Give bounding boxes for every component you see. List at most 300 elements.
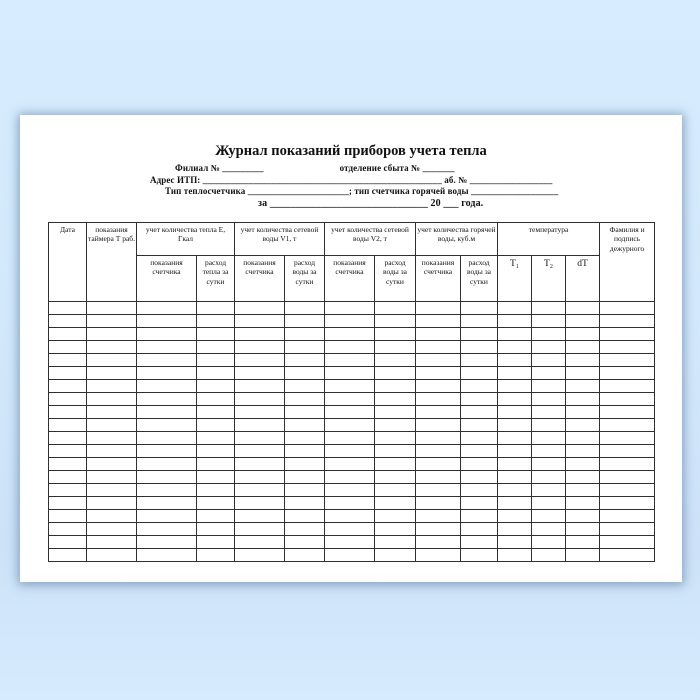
blank-cell [600,340,655,353]
blank-cell [235,470,285,483]
subcol-temperature-dt: dT [566,255,600,301]
blank-cell [461,509,498,522]
blank-cell [532,431,566,444]
blank-cell [285,496,325,509]
blank-cell [416,418,461,431]
blank-cell [325,327,375,340]
blank-cell [600,353,655,366]
blank-cell [416,301,461,314]
blank-cell [197,509,235,522]
blank-cell [600,392,655,405]
blank-cell [87,535,137,548]
blank-cell [87,496,137,509]
blank-cell [461,457,498,470]
blank-cell [137,301,197,314]
blank-cell [137,444,197,457]
blank-cell [49,483,87,496]
blank-cell [416,548,461,561]
blank-cell [375,353,416,366]
blank-cell [197,314,235,327]
subcol-heat-meter-reading: показания счетчика [137,255,197,301]
blank-cell [235,496,285,509]
blank-cell [137,522,197,535]
table-row [49,548,655,561]
blank-cell [285,522,325,535]
blank-cell [325,496,375,509]
blank-cell [600,457,655,470]
blank-cell [49,301,87,314]
blank-cell [532,483,566,496]
blank-cell [49,509,87,522]
table-row [49,496,655,509]
table-header-group-row [49,222,655,255]
blank-cell [197,483,235,496]
blank-cell [87,431,137,444]
blank-cell [600,496,655,509]
table-row [49,405,655,418]
blank-cell [325,301,375,314]
blank-cell [235,444,285,457]
blank-cell [197,522,235,535]
blank-cell [87,509,137,522]
blank-cell [600,418,655,431]
col-header-date: Дата [49,222,87,301]
blank-cell [87,483,137,496]
blank-cell [87,444,137,457]
blank-cell [197,366,235,379]
blank-cell [375,405,416,418]
blank-cell [461,418,498,431]
blank-cell [532,522,566,535]
blank-cell [197,405,235,418]
blank-cell [532,509,566,522]
table-row [49,392,655,405]
blank-cell [87,301,137,314]
blank-cell [532,340,566,353]
subcol-v1-meter-reading: показания счетчика [235,255,285,301]
blank-cell [197,444,235,457]
blank-cell [325,509,375,522]
blank-cell [325,392,375,405]
subcol-hot-water-daily-consumption: расход воды за сутки [461,255,498,301]
blank-cell [416,522,461,535]
blank-cell [285,483,325,496]
blank-cell [416,483,461,496]
blank-cell [532,405,566,418]
blank-cell [375,301,416,314]
table-row [49,431,655,444]
blank-cell [416,470,461,483]
blank-cell [461,327,498,340]
blank-cell [498,522,532,535]
blank-cell [532,379,566,392]
blank-cell [416,431,461,444]
blank-cell [285,314,325,327]
blank-cell [197,301,235,314]
blank-cell [197,392,235,405]
blank-cell [600,483,655,496]
blank-cell [566,379,600,392]
blank-cell [235,327,285,340]
subcol-v1-daily-consumption: расход воды за сутки [285,255,325,301]
blank-cell [235,353,285,366]
blank-cell [285,509,325,522]
blank-cell [375,496,416,509]
blank-cell [600,431,655,444]
blank-cell [235,535,285,548]
blank-cell [197,327,235,340]
blank-cell [285,301,325,314]
blank-cell [235,483,285,496]
blank-cell [325,366,375,379]
blank-cell [566,509,600,522]
blank-cell [197,431,235,444]
subcol-heat-daily-consumption: расход тепла за сутки [197,255,235,301]
blank-cell [375,418,416,431]
blank-cell [49,353,87,366]
blank-cell [235,431,285,444]
blank-cell [461,548,498,561]
blank-cell [566,301,600,314]
blank-cell [235,301,285,314]
blank-cell [235,457,285,470]
blank-cell [566,444,600,457]
blank-cell [566,392,600,405]
blank-cell [197,535,235,548]
blank-cell [325,483,375,496]
blank-cell [49,522,87,535]
blank-cell [416,457,461,470]
blank-cell [498,509,532,522]
blank-cell [416,379,461,392]
blank-cell [49,327,87,340]
blank-cell [285,535,325,548]
blank-cell [285,444,325,457]
blank-cell [498,379,532,392]
blank-cell [49,470,87,483]
blank-cell [87,457,137,470]
blank-cell [87,327,137,340]
subcol-temperature-t1: T₁ [498,255,532,301]
blank-cell [461,431,498,444]
blank-cell [600,366,655,379]
blank-cell [532,366,566,379]
blank-cell [235,509,285,522]
blank-cell [498,327,532,340]
blank-cell [461,314,498,327]
field-branch-number: Филиал № _________ [175,163,264,173]
blank-cell [532,535,566,548]
table-row [49,314,655,327]
blank-cell [137,548,197,561]
blank-cell [600,470,655,483]
table-row [49,522,655,535]
table-row [49,301,655,314]
table-row [49,444,655,457]
blank-cell [600,405,655,418]
table-row [49,366,655,379]
blank-cell [49,431,87,444]
blank-cell [285,379,325,392]
blank-cell [566,327,600,340]
blank-cell [375,509,416,522]
blank-cell [49,535,87,548]
blank-cell [137,496,197,509]
form-line-branch [48,163,654,175]
blank-cell [87,340,137,353]
blank-cell [137,353,197,366]
blank-cell [498,340,532,353]
blank-cell [235,548,285,561]
table-header-sub-row [49,255,655,301]
blank-cell [197,470,235,483]
blank-cell [375,431,416,444]
blank-cell [416,366,461,379]
blank-cell [461,444,498,457]
blank-cell [137,483,197,496]
blank-cell [137,457,197,470]
field-itp-address: Адрес ИТП: ____________________________________________________ аб. № __________________ [150,174,553,185]
blank-cell [600,522,655,535]
subcol-hot-water-meter-reading: показания счетчика [416,255,461,301]
table-row [49,457,655,470]
blank-cell [87,392,137,405]
blank-cell [566,366,600,379]
blank-cell [137,470,197,483]
blank-cell [285,457,325,470]
blank-cell [416,314,461,327]
blank-cell [285,392,325,405]
blank-cell [49,379,87,392]
blank-cell [416,340,461,353]
group-header-heat-quantity: учет количества тепла Е, Гкал [137,222,235,255]
blank-cell [532,470,566,483]
blank-cell [137,392,197,405]
blank-cell [87,366,137,379]
blank-cell [566,405,600,418]
readings-table [48,222,655,562]
blank-cell [49,548,87,561]
blank-cell [461,496,498,509]
blank-cell [498,392,532,405]
blank-cell [532,314,566,327]
blank-cell [566,522,600,535]
blank-cell [532,418,566,431]
blank-cell [566,496,600,509]
blank-cell [532,392,566,405]
table-row [49,470,655,483]
blank-cell [49,418,87,431]
col-header-timer-readings: показания таймера Т раб. [87,222,137,301]
blank-cell [137,314,197,327]
blank-cell [498,431,532,444]
blank-cell [235,522,285,535]
blank-cell [600,548,655,561]
blank-cell [375,340,416,353]
blank-cell [416,444,461,457]
blank-cell [532,327,566,340]
table-row [49,535,655,548]
blank-cell [235,418,285,431]
blank-cell [197,353,235,366]
blank-cell [137,418,197,431]
blank-cell [498,366,532,379]
blank-cell [235,379,285,392]
blank-cell [566,457,600,470]
blank-cell [461,535,498,548]
field-period-year: за _______________________________ 20 ___ года. [258,197,484,209]
blank-cell [87,522,137,535]
blank-cell [461,353,498,366]
blank-cell [600,444,655,457]
blank-cell [137,379,197,392]
table-row [49,483,655,496]
blank-cell [461,405,498,418]
blank-cell [498,444,532,457]
blank-cell [375,392,416,405]
blank-cell [235,405,285,418]
blank-cell [498,548,532,561]
blank-cell [566,314,600,327]
table-row [49,340,655,353]
blank-cell [325,522,375,535]
field-meter-types: Тип теплосчетчика ______________________; тип счетчика горячей воды ___________________ [165,186,559,196]
group-header-temperature: температура [498,222,600,255]
blank-cell [49,314,87,327]
blank-cell [137,366,197,379]
blank-cell [87,379,137,392]
document-title: Журнал показаний приборов учета тепла [215,143,487,159]
blank-cell [325,405,375,418]
blank-cell [461,470,498,483]
blank-cell [498,418,532,431]
blank-cell [498,483,532,496]
blank-cell [461,340,498,353]
subcol-v2-meter-reading: показания счетчика [325,255,375,301]
table-row [49,418,655,431]
blank-cell [325,457,375,470]
blank-cell [532,301,566,314]
blank-cell [49,392,87,405]
blank-cell [532,457,566,470]
field-sales-division: отделение сбыта № _______ [339,163,455,173]
blank-cell [498,470,532,483]
blank-cell [461,522,498,535]
blank-cell [137,535,197,548]
blank-cell [137,340,197,353]
blank-cell [285,470,325,483]
blank-cell [197,548,235,561]
blank-cell [461,392,498,405]
blank-cell [325,314,375,327]
subcol-v2-daily-consumption: расход воды за сутки [375,255,416,301]
blank-cell [416,392,461,405]
blank-cell [375,327,416,340]
blank-cell [235,340,285,353]
blank-cell [325,418,375,431]
blank-cell [87,548,137,561]
form-line-period [48,198,654,210]
table-row [49,353,655,366]
table-row [49,509,655,522]
blank-cell [87,418,137,431]
blank-cell [375,379,416,392]
blank-cell [285,405,325,418]
blank-cell [375,522,416,535]
blank-cell [285,548,325,561]
blank-cell [325,444,375,457]
blank-cell [235,314,285,327]
blank-cell [375,535,416,548]
blank-cell [498,457,532,470]
blank-cell [375,366,416,379]
blank-cell [325,548,375,561]
blank-cell [532,548,566,561]
blank-cell [87,314,137,327]
blank-cell [325,431,375,444]
blank-cell [461,366,498,379]
blank-cell [87,470,137,483]
blank-cell [566,353,600,366]
blank-cell [49,405,87,418]
form-line-meter-type [48,186,654,198]
form-line-address [48,175,654,187]
blank-cell [285,366,325,379]
blank-cell [375,470,416,483]
blank-cell [416,496,461,509]
blank-cell [137,405,197,418]
blank-cell [600,327,655,340]
blank-cell [49,340,87,353]
blank-cell [375,314,416,327]
blank-cell [566,340,600,353]
document-page [20,115,682,582]
blank-cell [416,405,461,418]
blank-cell [600,509,655,522]
blank-cell [235,392,285,405]
blank-cell [285,327,325,340]
blank-cell [532,444,566,457]
col-header-duty-signature: Фамилия и подпись дежурного [600,222,655,301]
blank-cell [498,314,532,327]
blank-cell [566,470,600,483]
blank-cell [197,379,235,392]
blank-cell [416,509,461,522]
blank-cell [87,353,137,366]
blank-cell [325,353,375,366]
blank-cell [416,535,461,548]
blank-cell [566,535,600,548]
blank-cell [285,431,325,444]
blank-cell [532,353,566,366]
blank-cell [461,379,498,392]
blank-cell [416,327,461,340]
blank-cell [461,301,498,314]
table-row [49,379,655,392]
blank-cell [375,483,416,496]
blank-cell [498,496,532,509]
blank-cell [498,301,532,314]
readings-table-body [49,301,655,561]
blank-cell [375,548,416,561]
blank-cell [197,457,235,470]
blank-cell [600,535,655,548]
blank-cell [461,483,498,496]
blank-cell [197,418,235,431]
blank-cell [325,470,375,483]
blank-cell [197,496,235,509]
blank-cell [49,366,87,379]
